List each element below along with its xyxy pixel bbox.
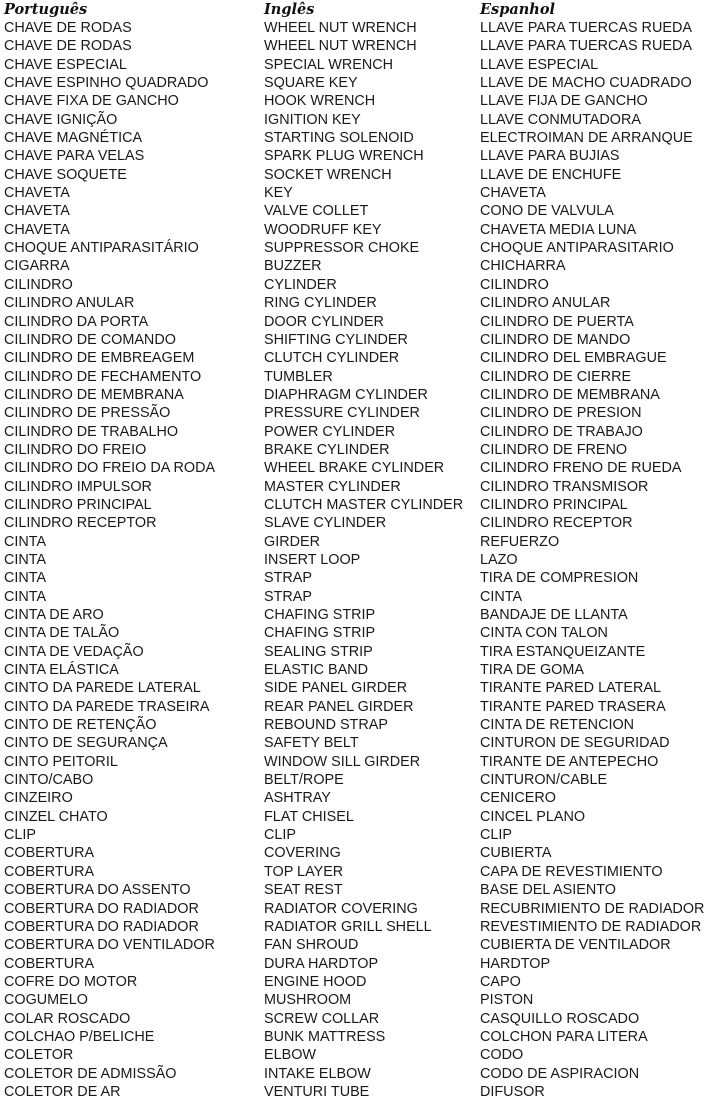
term-portuguese: CILINDRO DE COMANDO — [4, 331, 176, 348]
term-spanish: HARDTOP — [480, 955, 551, 972]
term-spanish: CASQUILLO ROSCADO — [480, 1010, 640, 1027]
term-english: RADIATOR COVERING — [264, 900, 418, 917]
term-english: HOOK WRENCH — [264, 93, 376, 110]
term-portuguese: COLCHAO P/BELICHE — [4, 1028, 155, 1045]
term-portuguese: CILINDRO DA PORTA — [4, 313, 149, 330]
term-spanish: CILINDRO — [480, 276, 549, 293]
table-row — [0, 551, 720, 569]
term-portuguese: CHAVE ESPECIAL — [4, 56, 127, 73]
term-english: STARTING SOLENOID — [264, 130, 414, 147]
term-portuguese: CHAVE IGNIÇÃO — [4, 111, 118, 128]
term-spanish: ELECTROIMAN DE ARRANQUE — [480, 130, 693, 147]
term-spanish: LLAVE DE MACHO CUADRADO — [480, 75, 692, 92]
term-portuguese: CHAVETA — [4, 203, 70, 220]
term-english: DOOR CYLINDER — [264, 313, 384, 330]
table-row — [0, 129, 720, 147]
table-row — [0, 313, 720, 331]
term-portuguese: COLAR ROSCADO — [4, 1010, 131, 1027]
term-portuguese: CINZEL CHATO — [4, 808, 108, 825]
term-english: CLIP — [264, 827, 296, 844]
term-spanish: BANDAJE DE LLANTA — [480, 607, 628, 623]
table-row — [0, 533, 720, 551]
term-english: FAN SHROUD — [264, 937, 359, 954]
term-spanish: CHAVETA MEDIA LUNA — [480, 221, 637, 238]
term-portuguese: CILINDRO DE MEMBRANA — [4, 386, 184, 403]
table-row — [0, 826, 720, 844]
table-row — [0, 221, 720, 239]
table-row — [0, 276, 720, 294]
table-row — [0, 734, 720, 752]
term-portuguese: CILINDRO DO FREIO — [4, 441, 147, 458]
term-english: DIAPHRAGM CYLINDER — [264, 386, 428, 403]
table-row — [0, 184, 720, 202]
term-spanish: TIRA DE COMPRESION — [480, 570, 639, 587]
table-row — [0, 1010, 720, 1028]
term-portuguese: CHAVETA — [4, 221, 70, 238]
table-row — [0, 202, 720, 220]
term-spanish: LAZO — [480, 551, 518, 568]
term-portuguese: CINTA ELÁSTICA — [4, 662, 119, 679]
term-portuguese: CINTA DE VEDAÇÃO — [4, 643, 144, 660]
term-portuguese: CILINDRO DE TRABALHO — [4, 423, 179, 440]
term-english: INSERT LOOP — [264, 551, 361, 568]
table-row — [0, 789, 720, 807]
term-english: ENGINE HOOD — [264, 973, 367, 990]
table-row — [0, 918, 720, 936]
term-portuguese: COLETOR DE ADMISSÃO — [4, 1065, 177, 1082]
table-row — [0, 496, 720, 514]
term-portuguese: COFRE DO MOTOR — [4, 973, 138, 990]
term-portuguese: CILINDRO PRINCIPAL — [4, 496, 152, 513]
term-spanish: LLAVE PARA BUJIAS — [480, 148, 620, 165]
term-spanish: LLAVE ESPECIAL — [480, 56, 599, 73]
table-row — [0, 844, 720, 862]
term-spanish: DIFUSOR — [480, 1083, 545, 1100]
table-row — [0, 991, 720, 1009]
term-english: SOCKET WRENCH — [264, 166, 392, 183]
term-spanish: TIRANTE PARED TRASERA — [480, 698, 666, 715]
table-row — [0, 404, 720, 422]
term-spanish: LLAVE CONMUTADORA — [480, 111, 641, 128]
term-spanish: CODO DE ASPIRACION — [480, 1065, 640, 1082]
term-spanish: LLAVE DE ENCHUFE — [480, 166, 622, 183]
term-spanish: TIRANTE DE ANTEPECHO — [480, 753, 659, 770]
term-portuguese: COBERTURA — [4, 863, 95, 880]
table-row — [0, 294, 720, 312]
table-row — [0, 643, 720, 661]
term-portuguese: CLIP — [4, 827, 36, 844]
table-row — [0, 606, 720, 624]
term-portuguese: COBERTURA DO RADIADOR — [4, 900, 199, 917]
term-portuguese: CINTA DE TALÃO — [4, 625, 120, 642]
table-row — [0, 661, 720, 679]
term-portuguese: COGUMELO — [4, 992, 88, 1009]
term-english: INTAKE ELBOW — [264, 1065, 371, 1082]
table-row — [0, 478, 720, 496]
term-english: CHAFING STRIP — [264, 625, 376, 642]
term-spanish: CONO DE VALVULA — [480, 203, 614, 220]
term-english: WHEEL NUT WRENCH — [264, 20, 417, 36]
table-row — [0, 441, 720, 459]
term-english: KEY — [264, 185, 293, 202]
term-portuguese: CHAVE DE RODAS — [4, 20, 132, 36]
table-row — [0, 459, 720, 477]
term-portuguese: COLETOR — [4, 1047, 74, 1064]
term-spanish: CILINDRO DE PUERTA — [480, 313, 634, 330]
term-english: SEAT REST — [264, 882, 343, 899]
term-portuguese: CINTA — [4, 551, 47, 568]
term-english: SCREW COLLAR — [264, 1010, 380, 1027]
term-portuguese: COBERTURA — [4, 955, 95, 972]
table-row — [0, 716, 720, 734]
table-row — [0, 386, 720, 404]
term-spanish: CLIP — [480, 827, 512, 844]
term-english: RADIATOR GRILL SHELL — [264, 918, 432, 935]
term-english: FLAT CHISEL — [264, 808, 354, 825]
table-row — [0, 257, 720, 275]
term-portuguese: CHAVE PARA VELAS — [4, 148, 145, 165]
term-spanish: REFUERZO — [480, 533, 560, 550]
table-row — [0, 92, 720, 110]
term-spanish: CINTURON/CABLE — [480, 772, 608, 789]
term-portuguese: COBERTURA DO VENTILADOR — [4, 937, 215, 954]
term-english: POWER CYLINDER — [264, 423, 396, 440]
term-english: BRAKE CYLINDER — [264, 441, 390, 458]
term-english: STRAP — [264, 570, 312, 587]
term-spanish: CILINDRO DE PRESION — [480, 405, 642, 422]
table-row — [0, 331, 720, 349]
term-spanish: CILINDRO TRANSMISOR — [480, 478, 649, 495]
table-row — [0, 569, 720, 587]
term-spanish: COLCHON PARA LITERA — [480, 1028, 648, 1045]
term-portuguese: CINTA — [4, 588, 47, 605]
table-row — [0, 423, 720, 441]
term-english: SPARK PLUG WRENCH — [264, 148, 424, 165]
term-spanish: CENICERO — [480, 790, 556, 807]
term-spanish: CAPA DE REVESTIMIENTO — [480, 863, 663, 880]
glossary-table — [0, 19, 720, 1101]
term-portuguese: CILINDRO DE EMBREAGEM — [4, 350, 195, 367]
term-spanish: TIRANTE PARED LATERAL — [480, 680, 661, 697]
term-portuguese: CINTO PEITORIL — [4, 753, 118, 770]
term-english: SPECIAL WRENCH — [264, 56, 394, 73]
table-row — [0, 955, 720, 973]
table-row — [0, 239, 720, 257]
term-english: IGNITION KEY — [264, 111, 361, 128]
term-english: MUSHROOM — [264, 992, 352, 1009]
term-english: REAR PANEL GIRDER — [264, 698, 414, 715]
term-spanish: BASE DEL ASIENTO — [480, 882, 616, 899]
term-portuguese: CIGARRA — [4, 258, 70, 275]
term-english: TUMBLER — [264, 368, 333, 385]
term-english: VALVE COLLET — [264, 203, 369, 220]
term-spanish: CILINDRO DE MANDO — [480, 331, 631, 348]
term-spanish: CILINDRO DE TRABAJO — [480, 423, 643, 440]
term-english: DURA HARDTOP — [264, 955, 379, 972]
term-english: ELBOW — [264, 1047, 316, 1064]
term-spanish: CINTA — [480, 588, 523, 605]
term-portuguese: CHOQUE ANTIPARASITÁRIO — [4, 240, 199, 257]
term-spanish: CHICHARRA — [480, 258, 566, 275]
term-english: SAFETY BELT — [264, 735, 359, 752]
term-portuguese: CHAVE SOQUETE — [4, 166, 127, 183]
term-portuguese: CILINDRO — [4, 276, 73, 293]
table-row — [0, 863, 720, 881]
term-spanish: CILINDRO ANULAR — [480, 295, 611, 312]
term-portuguese: COBERTURA — [4, 845, 95, 862]
term-portuguese: CILINDRO ANULAR — [4, 295, 135, 312]
table-row — [0, 698, 720, 716]
term-spanish: CINTA CON TALON — [480, 625, 608, 642]
term-english: CLUTCH MASTER CYLINDER — [264, 496, 464, 513]
table-row — [0, 37, 720, 55]
term-english: ELASTIC BAND — [264, 662, 368, 679]
term-portuguese: CHAVE ESPINHO QUADRADO — [4, 75, 209, 92]
table-row — [0, 771, 720, 789]
table-row — [0, 74, 720, 92]
term-english: WOODRUFF KEY — [264, 221, 382, 238]
term-spanish: CILINDRO DE CIERRE — [480, 368, 632, 385]
term-english: COVERING — [264, 845, 341, 862]
term-english: WINDOW SILL GIRDER — [264, 753, 421, 770]
term-spanish: CHAVETA — [480, 185, 546, 202]
term-english: REBOUND STRAP — [264, 717, 388, 734]
header-english: Inglês — [264, 1, 315, 18]
term-spanish: CILINDRO PRINCIPAL — [480, 496, 628, 513]
table-row — [0, 514, 720, 532]
term-spanish: TIRA DE GOMA — [480, 662, 584, 679]
term-english: SLAVE CYLINDER — [264, 515, 387, 532]
term-spanish: REVESTIMIENTO DE RADIADOR — [480, 918, 702, 935]
term-portuguese: CINTO/CABO — [4, 772, 94, 789]
table-row — [0, 147, 720, 165]
term-english: SEALING STRIP — [264, 643, 373, 660]
header-portuguese: Português — [4, 1, 88, 18]
term-portuguese: CINTA — [4, 533, 47, 550]
term-english: GIRDER — [264, 533, 320, 550]
term-spanish: CILINDRO FRENO DE RUEDA — [480, 460, 682, 477]
term-spanish: TIRA ESTANQUEIZANTE — [480, 643, 646, 660]
table-row — [0, 19, 720, 37]
term-english: BELT/ROPE — [264, 772, 344, 789]
table-row — [0, 1028, 720, 1046]
term-english: RING CYLINDER — [264, 295, 377, 312]
table-row — [0, 679, 720, 697]
term-portuguese: COBERTURA DO ASSENTO — [4, 882, 191, 899]
term-spanish: LLAVE PARA TUERCAS RUEDA — [480, 38, 692, 55]
table-row — [0, 1065, 720, 1083]
term-spanish: CILINDRO DE MEMBRANA — [480, 386, 660, 403]
term-spanish: CAPO — [480, 973, 521, 990]
term-english: STRAP — [264, 588, 312, 605]
term-portuguese: COLETOR DE AR — [4, 1083, 121, 1100]
term-portuguese: CINZEIRO — [4, 790, 73, 807]
term-spanish: CINTA DE RETENCION — [480, 717, 635, 734]
term-english: BUZZER — [264, 258, 322, 275]
term-portuguese: CHAVE MAGNÉTICA — [4, 130, 143, 147]
term-english: SQUARE KEY — [264, 75, 358, 92]
term-english: WHEEL NUT WRENCH — [264, 38, 417, 55]
term-english: SIDE PANEL GIRDER — [264, 680, 408, 697]
table-row — [0, 973, 720, 991]
term-spanish: CINTURON DE SEGURIDAD — [480, 735, 670, 752]
term-spanish: CHOQUE ANTIPARASITARIO — [480, 240, 674, 257]
term-portuguese: CILINDRO IMPULSOR — [4, 478, 152, 495]
term-portuguese: CINTA — [4, 570, 47, 587]
term-spanish: LLAVE PARA TUERCAS RUEDA — [480, 20, 692, 36]
table-row — [0, 588, 720, 606]
table-row — [0, 368, 720, 386]
term-portuguese: CINTO DA PAREDE LATERAL — [4, 680, 201, 697]
term-english: BUNK MATTRESS — [264, 1028, 386, 1045]
term-english: SHIFTING CYLINDER — [264, 331, 408, 348]
term-portuguese: CINTA DE ARO — [4, 607, 104, 623]
table-row — [0, 111, 720, 129]
term-spanish: PISTON — [480, 992, 534, 1009]
term-english: CHAFING STRIP — [264, 607, 376, 623]
term-english: TOP LAYER — [264, 863, 344, 880]
table-row — [0, 881, 720, 899]
term-spanish: RECUBRIMIENTO DE RADIADOR — [480, 900, 705, 917]
term-english: VENTURI TUBE — [264, 1083, 370, 1100]
table-row — [0, 166, 720, 184]
table-row — [0, 624, 720, 642]
term-spanish: CINCEL PLANO — [480, 808, 586, 825]
table-row — [0, 1046, 720, 1064]
term-english: ASHTRAY — [264, 790, 331, 807]
table-row — [0, 753, 720, 771]
term-portuguese: CILINDRO RECEPTOR — [4, 515, 157, 532]
table-row — [0, 349, 720, 367]
term-english: CYLINDER — [264, 276, 337, 293]
term-portuguese: CINTO DE SEGURANÇA — [4, 735, 168, 752]
term-spanish: LLAVE FIJA DE GANCHO — [480, 93, 648, 110]
term-spanish: CILINDRO DE FRENO — [480, 441, 628, 458]
term-portuguese: CINTO DE RETENÇÃO — [4, 717, 157, 734]
term-portuguese: CILINDRO DO FREIO DA RODA — [4, 460, 216, 477]
term-spanish: CODO — [480, 1047, 524, 1064]
term-english: MASTER CYLINDER — [264, 478, 401, 495]
table-row — [0, 936, 720, 954]
term-portuguese: CHAVE DE RODAS — [4, 38, 132, 55]
table-row — [0, 808, 720, 826]
term-english: PRESSURE CYLINDER — [264, 405, 420, 422]
term-english: CLUTCH CYLINDER — [264, 350, 400, 367]
term-portuguese: CILINDRO DE PRESSÃO — [4, 405, 171, 422]
term-spanish: CILINDRO DEL EMBRAGUE — [480, 350, 667, 367]
term-spanish: CILINDRO RECEPTOR — [480, 515, 633, 532]
header-spanish: Espanhol — [480, 1, 556, 18]
term-portuguese: CILINDRO DE FECHAMENTO — [4, 368, 202, 385]
term-portuguese: CINTO DA PAREDE TRASEIRA — [4, 698, 210, 715]
term-spanish: CUBIERTA DE VENTILADOR — [480, 937, 671, 954]
term-portuguese: COBERTURA DO RADIADOR — [4, 918, 199, 935]
term-portuguese: CHAVETA — [4, 185, 70, 202]
table-row — [0, 1083, 720, 1101]
term-spanish: CUBIERTA — [480, 845, 552, 862]
table-row — [0, 56, 720, 74]
term-english: WHEEL BRAKE CYLINDER — [264, 460, 445, 477]
table-row — [0, 900, 720, 918]
term-portuguese: CHAVE FIXA DE GANCHO — [4, 93, 179, 110]
term-english: SUPPRESSOR CHOKE — [264, 240, 420, 257]
